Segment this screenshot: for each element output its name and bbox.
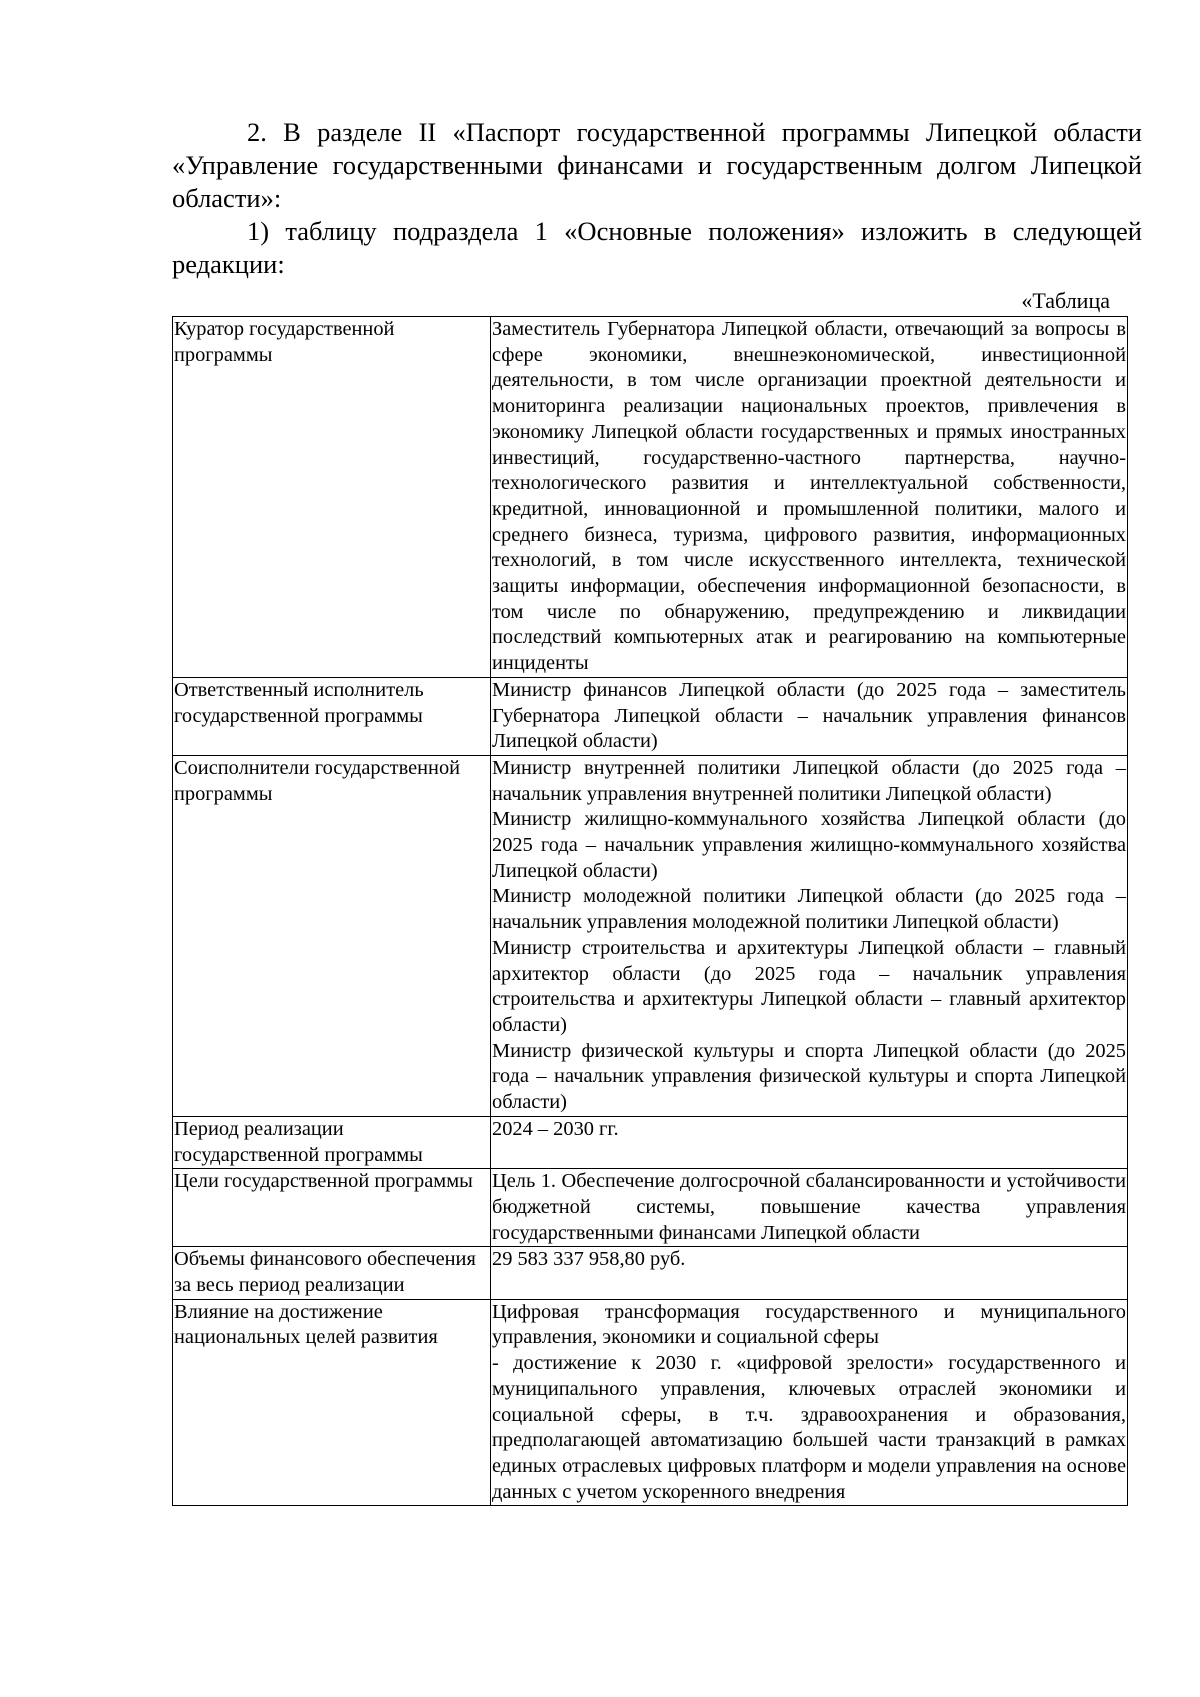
intro-paragraph-2: 1) таблицу подраздела 1 «Основные положения» изложить в следующей редакции: — [172, 216, 1142, 279]
row-label-goals: Цели государственной программы — [173, 1169, 491, 1247]
value-paragraph: Министр внутренней политики Липецкой области (до 2025 года – начальник управления внутренней политики Липецкой области) — [492, 756, 1126, 805]
row-value-responsible — [491, 677, 1128, 755]
row-value-goals — [491, 1169, 1128, 1247]
row-label-national-goals: Влияние на достижение национальных целей развития — [173, 1299, 491, 1506]
value-paragraph: - достижение к 2030 г. «цифровой зрелости» государственного и муниципального управления, ключевых отраслей экономики и социальной сферы, в т.ч. здравоохранения и образования, предполагающей автоматизацию большей части транзакций в рамках единых отраслевых цифровых платформ и модели управления на основе данных с учетом ускоренного внедрения — [492, 1352, 1126, 1503]
table-row — [173, 1116, 1128, 1168]
value-paragraph: Министр физической культуры и спорта Липецкой области (до 2025 года – начальник управления физической культуры и спорта Липецкой области) — [492, 1039, 1126, 1114]
value-paragraph: Цель 1. Обеспечение долгосрочной сбалансированности и устойчивости бюджетной системы, повышение качества управления государственными финансами Липецкой области — [492, 1170, 1126, 1244]
intro-section — [172, 116, 1142, 281]
table-row — [173, 1299, 1128, 1506]
table-row — [173, 755, 1128, 1116]
table-row — [173, 677, 1128, 755]
value-paragraph: Заместитель Губернатора Липецкой области, отвечающий за вопросы в сфере экономики, внешнеэкономической, инвестиционной деятельности, в том числе организации проектной деятельности и мониторинга реализации национальных проектов, привлечения в экономику Липецкой области государственных и прямых иностранных инвестиций, государственно-частного партнерства, научно-технологического развития и интеллектуальной собственности, кредитной, инновационной и промышленной политики, малого и среднего бизнеса, туризма, цифрового развития, информационных технологий, в том числе искусственного интеллекта, технической защиты информации, обеспечения информационной безопасности, в том числе по обнаружению, предупреждению и ликвидации последствий компьютерных атак и реагированию на компьютерные инциденты — [492, 318, 1126, 675]
row-label-coexecutors: Соисполнители государственной программы — [173, 755, 491, 1116]
intro-paragraph-1: 2. В разделе II «Паспорт государственной программы Липецкой области «Управление государственными финансами и государственным долгом Липецкой области»: — [172, 117, 1142, 213]
row-value-period — [491, 1116, 1128, 1168]
value-paragraph: 2024 – 2030 гг. — [492, 1117, 619, 1140]
program-passport-table — [172, 316, 1128, 1506]
row-value-coexecutors — [491, 755, 1128, 1116]
row-value-national-goals — [491, 1299, 1128, 1506]
row-label-period: Период реализации государственной программы — [173, 1116, 491, 1168]
value-paragraph: 29 583 337 958,80 руб. — [492, 1248, 686, 1271]
table-row — [173, 317, 1128, 678]
table-caption: «Таблица — [1021, 288, 1110, 313]
value-paragraph: Министр жилищно-коммунального хозяйства Липецкой области (до 2025 года – начальник управления жилищно-коммунального хозяйства Липецкой области) — [492, 808, 1126, 882]
row-label-funding: Объемы финансового обеспечения за весь период реализации — [173, 1247, 491, 1299]
row-value-funding — [491, 1247, 1128, 1299]
table-row — [173, 1247, 1128, 1299]
value-paragraph: Министр финансов Липецкой области (до 2025 года – заместитель Губернатора Липецкой области – начальник управления финансов Липецкой области) — [492, 678, 1126, 753]
value-paragraph: Цифровая трансформация государственного и муниципального управления, экономики и социальной сферы — [492, 1300, 1126, 1349]
row-label-responsible: Ответственный исполнитель государственной программы — [173, 677, 491, 755]
row-label-curator: Куратор государственной программы — [173, 317, 491, 678]
value-paragraph: Министр строительства и архитектуры Липецкой области – главный архитектор области (до 2025 года – начальник управления строительства и архитектуры Липецкой области – главный архитектор области) — [492, 936, 1126, 1036]
value-paragraph: Министр молодежной политики Липецкой области (до 2025 года – начальник управления молодежной политики Липецкой области) — [492, 885, 1126, 934]
document-page — [172, 116, 1142, 1506]
row-value-curator — [491, 317, 1128, 678]
table-row — [173, 1169, 1128, 1247]
